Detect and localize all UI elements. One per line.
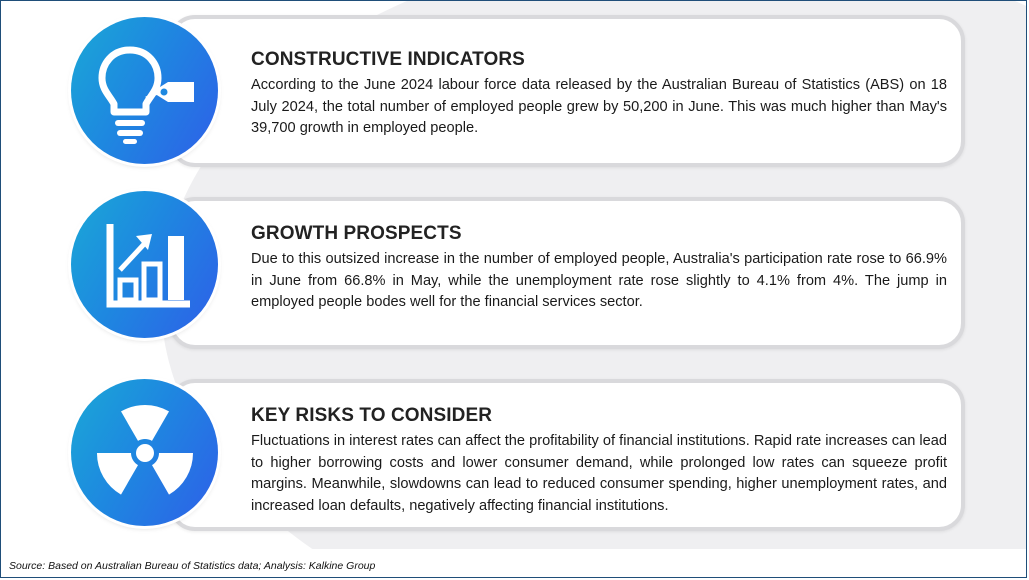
lightbulb-tag-icon bbox=[90, 36, 200, 146]
section-text: Fluctuations in interest rates can affect the profitability of financial institutions. Rapid rate increases can lead to higher borrowing costs and lower consumer demand, while prolonged low rates can squeeze profit margins. Meanwhile, slowdowns can lead to reduced consumer spending, higher unemployment rates, and increased loan defaults, negatively affecting financial institutions. bbox=[251, 433, 947, 514]
section-icon-circle bbox=[71, 191, 218, 338]
source-note: Source: Based on Australian Bureau of Statistics data; Analysis: Kalkine Group bbox=[9, 560, 376, 572]
section-text: According to the June 2024 labour force data released by the Australian Bureau of Statistics (ABS) on 18 July 2024, the total number of employed people grew by 50,200 in June. This was much higher than May's 39,700 growth in employed people. bbox=[251, 77, 947, 136]
section-card-key-risks bbox=[169, 379, 965, 531]
section-card-constructive-indicators bbox=[169, 15, 965, 167]
bar-chart-growth-icon bbox=[90, 210, 200, 320]
section-icon-circle bbox=[71, 379, 218, 526]
section-title: KEY RISKS TO CONSIDER bbox=[251, 405, 493, 426]
section-icon-circle bbox=[71, 17, 218, 164]
section-text: Due to this outsized increase in the number of employed people, Australia's participation rate rose to 66.9% in June from 66.8% in May, while the unemployment rate rose slightly to 4.1% from 4%. The jump in employed people bodes well for the financial services sector. bbox=[251, 251, 947, 310]
hazard-icon bbox=[90, 398, 200, 508]
section-title: CONSTRUCTIVE INDICATORS bbox=[251, 49, 525, 70]
section-title: GROWTH PROSPECTS bbox=[251, 223, 462, 244]
section-card-growth-prospects bbox=[169, 197, 965, 349]
